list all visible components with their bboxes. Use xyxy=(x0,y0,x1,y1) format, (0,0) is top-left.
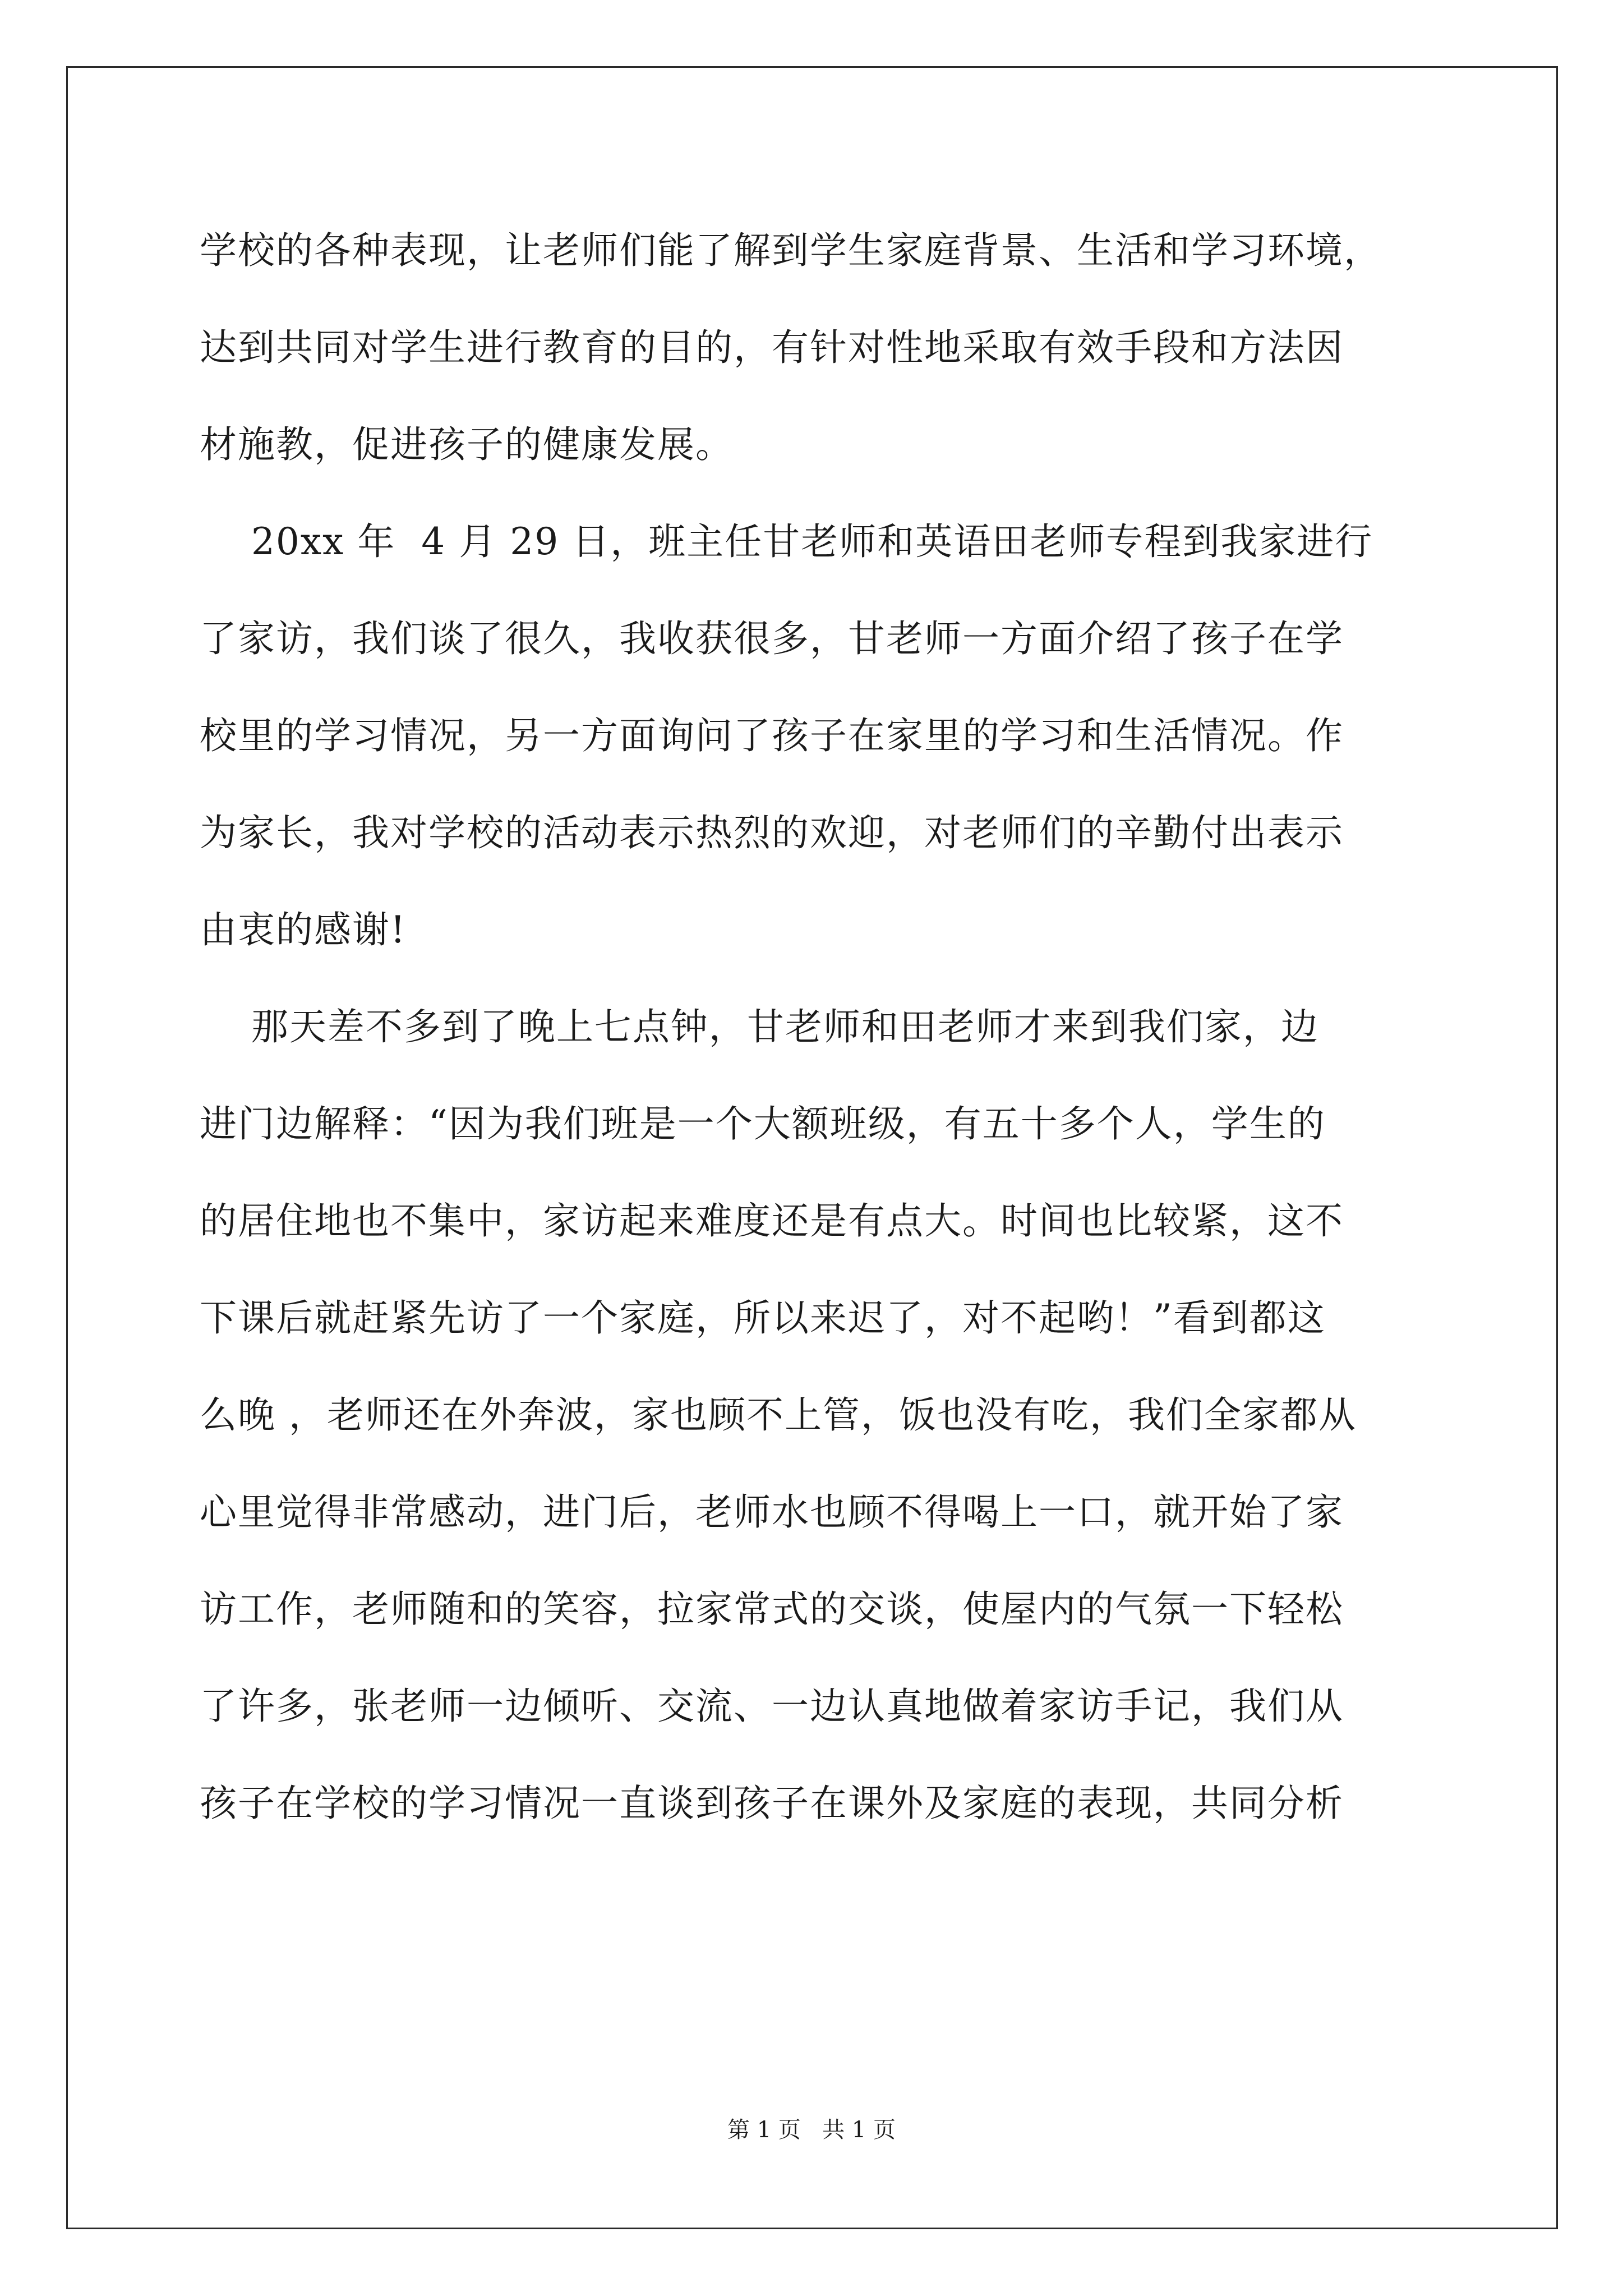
text-line: 达到共同对学生进行教育的目的，有针对性地采取有效手段和方法因 xyxy=(200,326,1344,369)
text-line: 心里觉得非常感动，进门后，老师水也顾不得喝上一口，就开始了家 xyxy=(200,1490,1344,1534)
text-line: 么晚 ，老师还在外奔波，家也顾不上管，饭也没有吃，我们全家都从 xyxy=(200,1393,1357,1437)
text-line: 访工作，老师随和的笑容，拉家常式的交谈，使屋内的气氛一下轻松 xyxy=(200,1588,1344,1631)
document-body xyxy=(200,202,1456,1852)
text-line: 孩子在学校的学习情况一直谈到孩子在课外及家庭的表现，共同分析 xyxy=(200,1782,1344,1825)
text-line: 材施教，促进孩子的健康发展。 xyxy=(200,423,734,466)
text-line: 20xx 年 4 月 29 日，班主任甘老师和英语田老师专程到我家进行 xyxy=(200,520,1373,563)
text-line: 了家访，我们谈了很久，我收获很多，甘老师一方面介绍了孩子在学 xyxy=(200,617,1344,660)
text-line: 校里的学习情况，另一方面询问了孩子在家里的学习和生活情况。作 xyxy=(200,714,1344,757)
page-number: 第 1 页 共 1 页 xyxy=(727,2117,896,2143)
text-line: 学校的各种表现，让老师们能了解到学生家庭背景、生活和学习环境， xyxy=(200,229,1382,272)
text-line: 下课后就赶紧先访了一个家庭，所以来迟了，对不起哟！”看到都这 xyxy=(200,1296,1326,1340)
text-line: 了许多，张老师一边倾听、交流、一边认真地做着家访手记，我们从 xyxy=(200,1685,1344,1728)
text-line: 那天差不多到了晚上七点钟，甘老师和田老师才来到我们家，边 xyxy=(200,1005,1319,1048)
text-line: 进门边解释：“因为我们班是一个大额班级，有五十多个人，学生的 xyxy=(200,1102,1326,1145)
text-line: 的居住地也不集中，家访起来难度还是有点大。时间也比较紧，这不 xyxy=(200,1199,1344,1243)
text-line: 为家长，我对学校的活动表示热烈的欢迎，对老师们的辛勤付出表示 xyxy=(200,811,1344,854)
text-line: 由衷的感谢! xyxy=(200,908,407,951)
